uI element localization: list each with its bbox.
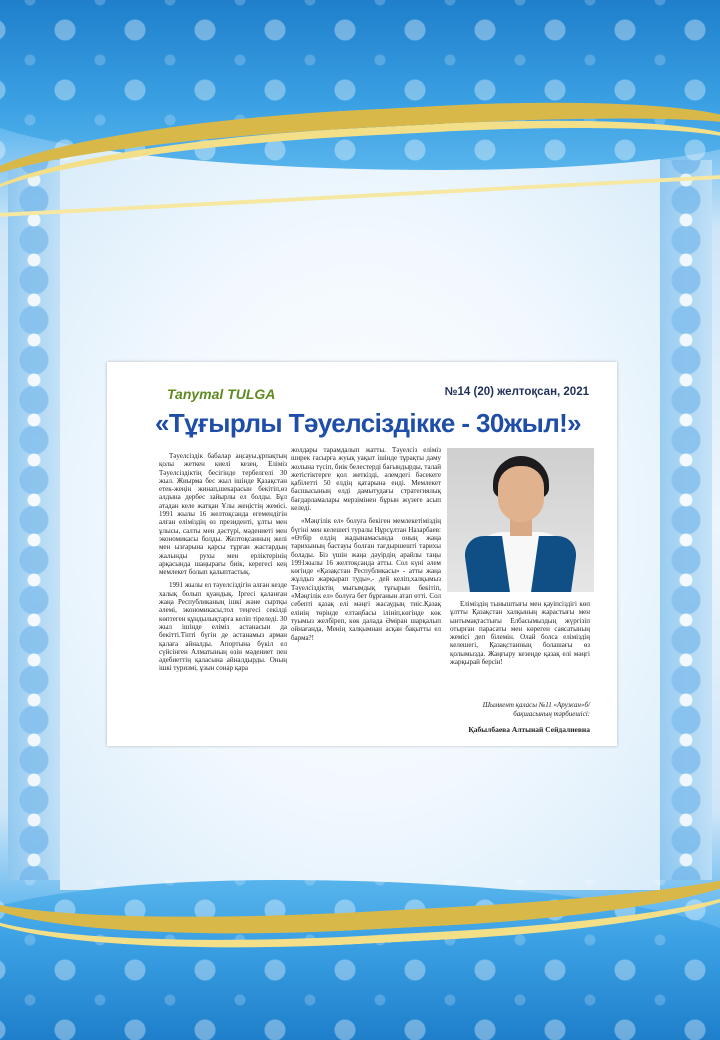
paragraph: жолдары тарамдалып жатты. Тәуелсіз еліміз ширек ғасырға жуық уақыт ішінде тұрақты даму жолына түсіп, биік белестерді бағындырды, талай жетістіктерге қол жеткізді, әлемдегі бәсекеге қабілетті 50 елдің қатарына енді. Мемлекет басшысының елді дамытудағы стратегиялық бағдарламалары мерзімінен бұрын жүзеге асып келеді. xyxy=(291,446,441,513)
issue-number-date: №14 (20) желтоқсан, 2021 xyxy=(444,386,589,398)
paragraph: «Мәңгілік ел» болуға бекіген мемлекетіміздің бүгіні мен келешегі туралы Нұрсұлтан Назарбаев: «Өтбір елдің жадынамасында оның жаңа тарихының бастауы болған тағдыршешті тарихы болады. Біз үшін жаңа дәуірдің арайлы таңы 1991жылы 16 желтоқсанда атты. Сол күні әлем көгінде «Қазақстан Республикасы» - атты жаңа жұлдыз жарқырап туды»,- дей келіп,халқымыз Тәуелсіздіктің мығымдық тұғырын бекітіп, «Мәңгілік ел» болуға бет бұрғанын атап өтті. Сол себепті қазақ елі мәңгі жасаудың тиіс.Қазақ елінің төрінде елтаңбасы ілініп,көгінде көк туымыз желбіреп, көк далада Әміран шарқалып ойнағанда, Менің халқымнан асқан бақытты ел барма?! xyxy=(291,517,441,642)
paragraph: Тәуелсіздік бабалар аңсауы,ұрпақтың қолы жеткен киелі кезең. Еліміз Тәуелсіздіктің бесігінде тербелгелі 30 жыл. Жиырма бес жыл ішінде Қазақстан етек-жеңін жинап,шекарасын бекітіп,өз алдына дербес зайырлы ел болды. Бұл атадан келе жатқан Ұлы жеңістің жемісі. 1991 жылы 16 желтоқсанда егемендігін алған еліміздің өз президенті, ұлты мен ұлысы, салты мен дәстүрі, мәдениеті мен экономикасы болды. Желтоқсанның желі мен ызғарына қарсы тұрған жастардың жалынды рухы мен ерліктерінің арқасында шаңырағы биік, керегесі кең мемлекет болып қалыптастық. xyxy=(159,452,287,577)
author-photo xyxy=(447,448,594,592)
author-signature xyxy=(450,701,590,735)
article-column-2 xyxy=(291,446,441,647)
author-role: Шымкент қаласы №11 «Аружан»б/бақшасының тәрбиешісі: xyxy=(482,701,590,718)
paragraph: 1991 жылы ел тәуелсіздігін алған кезде халық болып қуандық. Іргесі қаланған жаңа Республиканың ішкі және сыртқы әлемі, экономикасы,тол теңгесі секілді көптеген құндылықтарға келіп тіреледі. 30 жыл ішінде еліміз астанасын да бекітті.Тіпті бүгін де астанамыз арман қалаға айналды. Апортына бүкіл ел сүйсінген Алматының өзін мәдениет пен әдебиеттің қаласына айналдырды. Оның ішкі туризмі, ұзын сонар қара xyxy=(159,581,287,673)
article-column-1 xyxy=(159,452,287,678)
left-ornament-border xyxy=(8,160,60,880)
photo-face xyxy=(498,466,544,522)
newspaper-brand: Tanymal TULGA xyxy=(167,386,276,402)
author-name: Қабылбаева Алтынай Сейдалиевна xyxy=(468,725,590,734)
paragraph: Елімiздің тыныштығы мен қауіпсіздігі көп ұлтты Қазақстан халқының жарастығы мен ынтымақтастығы Елбасымыздың жүргізіп отырған парасаты мен көреген саясатының жемісі деп білемін. Олай болса еліміздің келешегі, Қазақстанның болашағы өз қолымызда. Жаңғыру кезеңде қазақ елі мәңгі жарқырай берсін! xyxy=(450,600,590,667)
article-column-3 xyxy=(450,600,590,671)
article-headline: «Тұғырлы Тәуелсіздікке - 30жыл!» xyxy=(155,408,582,438)
right-ornament-border xyxy=(660,160,712,880)
newspaper-clipping xyxy=(107,362,617,746)
